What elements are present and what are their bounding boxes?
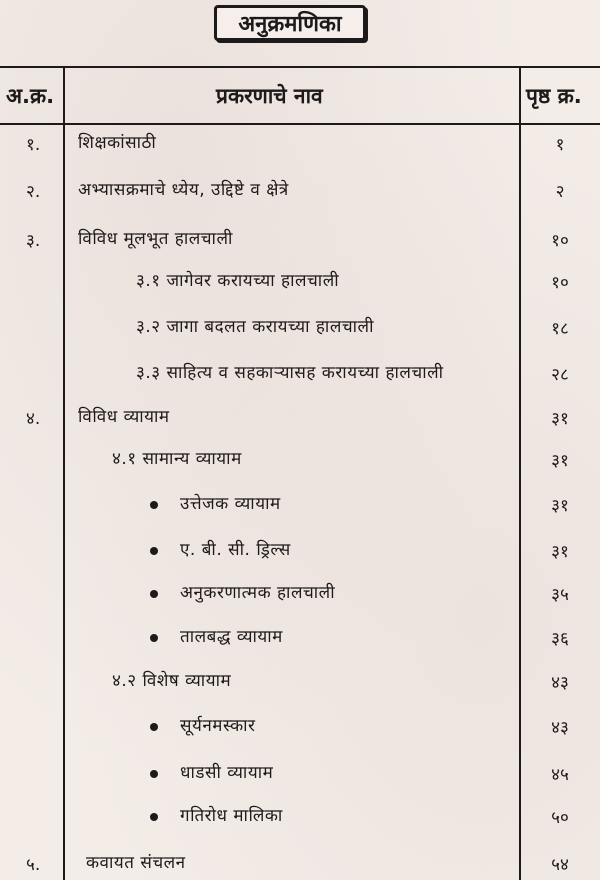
row-page: ३५: [551, 585, 569, 605]
row-label: विविध मूलभूत हालचाली: [78, 229, 233, 249]
row-label: ए. बी. सी. ड्रिल्स: [180, 540, 291, 560]
row-page: ५४: [551, 855, 569, 875]
row-page: २८: [551, 365, 569, 385]
bullet-icon: [150, 501, 158, 509]
header-chapter: प्रकरणाचे नाव: [216, 84, 323, 108]
page-title: अनुक्रमणिका: [214, 5, 366, 41]
row-label: ३.३ साहित्य व सहकाऱ्यासह करायच्या हालचाली: [136, 363, 444, 383]
row-page: ४३: [551, 718, 569, 738]
row-page: ४३: [551, 673, 569, 693]
row-label: शिक्षकांसाठी: [78, 133, 157, 153]
row-number: ४.: [26, 409, 41, 429]
row-label: ३.१ जागेवर करायच्या हालचाली: [136, 271, 340, 291]
row-page: ४५: [551, 765, 569, 785]
row-number: ३.: [26, 231, 41, 251]
table-top-rule: [0, 66, 600, 68]
row-page: १: [555, 135, 565, 155]
row-number: १.: [26, 135, 41, 155]
row-page: ३६: [551, 629, 569, 649]
row-label: तालबद्ध व्यायाम: [180, 627, 283, 647]
row-label: अभ्यासक्रमाचे ध्येय, उद्दिष्टे व क्षेत्रे: [78, 180, 289, 200]
row-label: ३.२ जागा बदलत करायच्या हालचाली: [136, 317, 374, 337]
bullet-icon: [150, 547, 158, 555]
row-page: १८: [551, 319, 569, 339]
bullet-icon: [150, 723, 158, 731]
row-page: ३१: [551, 451, 569, 471]
row-label: उत्तेजक व्यायाम: [180, 494, 281, 514]
row-page: २: [555, 182, 565, 202]
row-label: विविध व्यायाम: [78, 407, 170, 427]
row-page: ३१: [551, 542, 569, 562]
row-page: ३१: [551, 496, 569, 516]
row-label: ४.२ विशेष व्यायाम: [112, 671, 232, 691]
bullet-icon: [150, 634, 158, 642]
row-page: १०: [551, 273, 569, 293]
header-page: पृष्ठ क्र.: [526, 84, 582, 108]
row-label: धाडसी व्यायाम: [180, 763, 274, 783]
column-divider-left: [63, 66, 65, 880]
row-label: सूर्यनमस्कार: [180, 716, 256, 736]
bullet-icon: [150, 590, 158, 598]
row-label: गतिरोध मालिका: [180, 806, 283, 826]
header-bottom-rule: [0, 123, 600, 125]
header-serial: अ.क्र.: [6, 84, 55, 108]
bullet-icon: [150, 770, 158, 778]
row-label: ४.१ सामान्य व्यायाम: [112, 449, 242, 469]
row-number: ५.: [26, 855, 41, 875]
bullet-icon: [150, 813, 158, 821]
row-label: कवायत संचलन: [86, 853, 186, 873]
row-page: ५०: [551, 808, 569, 828]
row-page: १०: [551, 231, 569, 251]
row-number: २.: [26, 182, 41, 202]
row-label: अनुकरणात्मक हालचाली: [180, 583, 336, 603]
row-page: ३१: [551, 409, 569, 429]
